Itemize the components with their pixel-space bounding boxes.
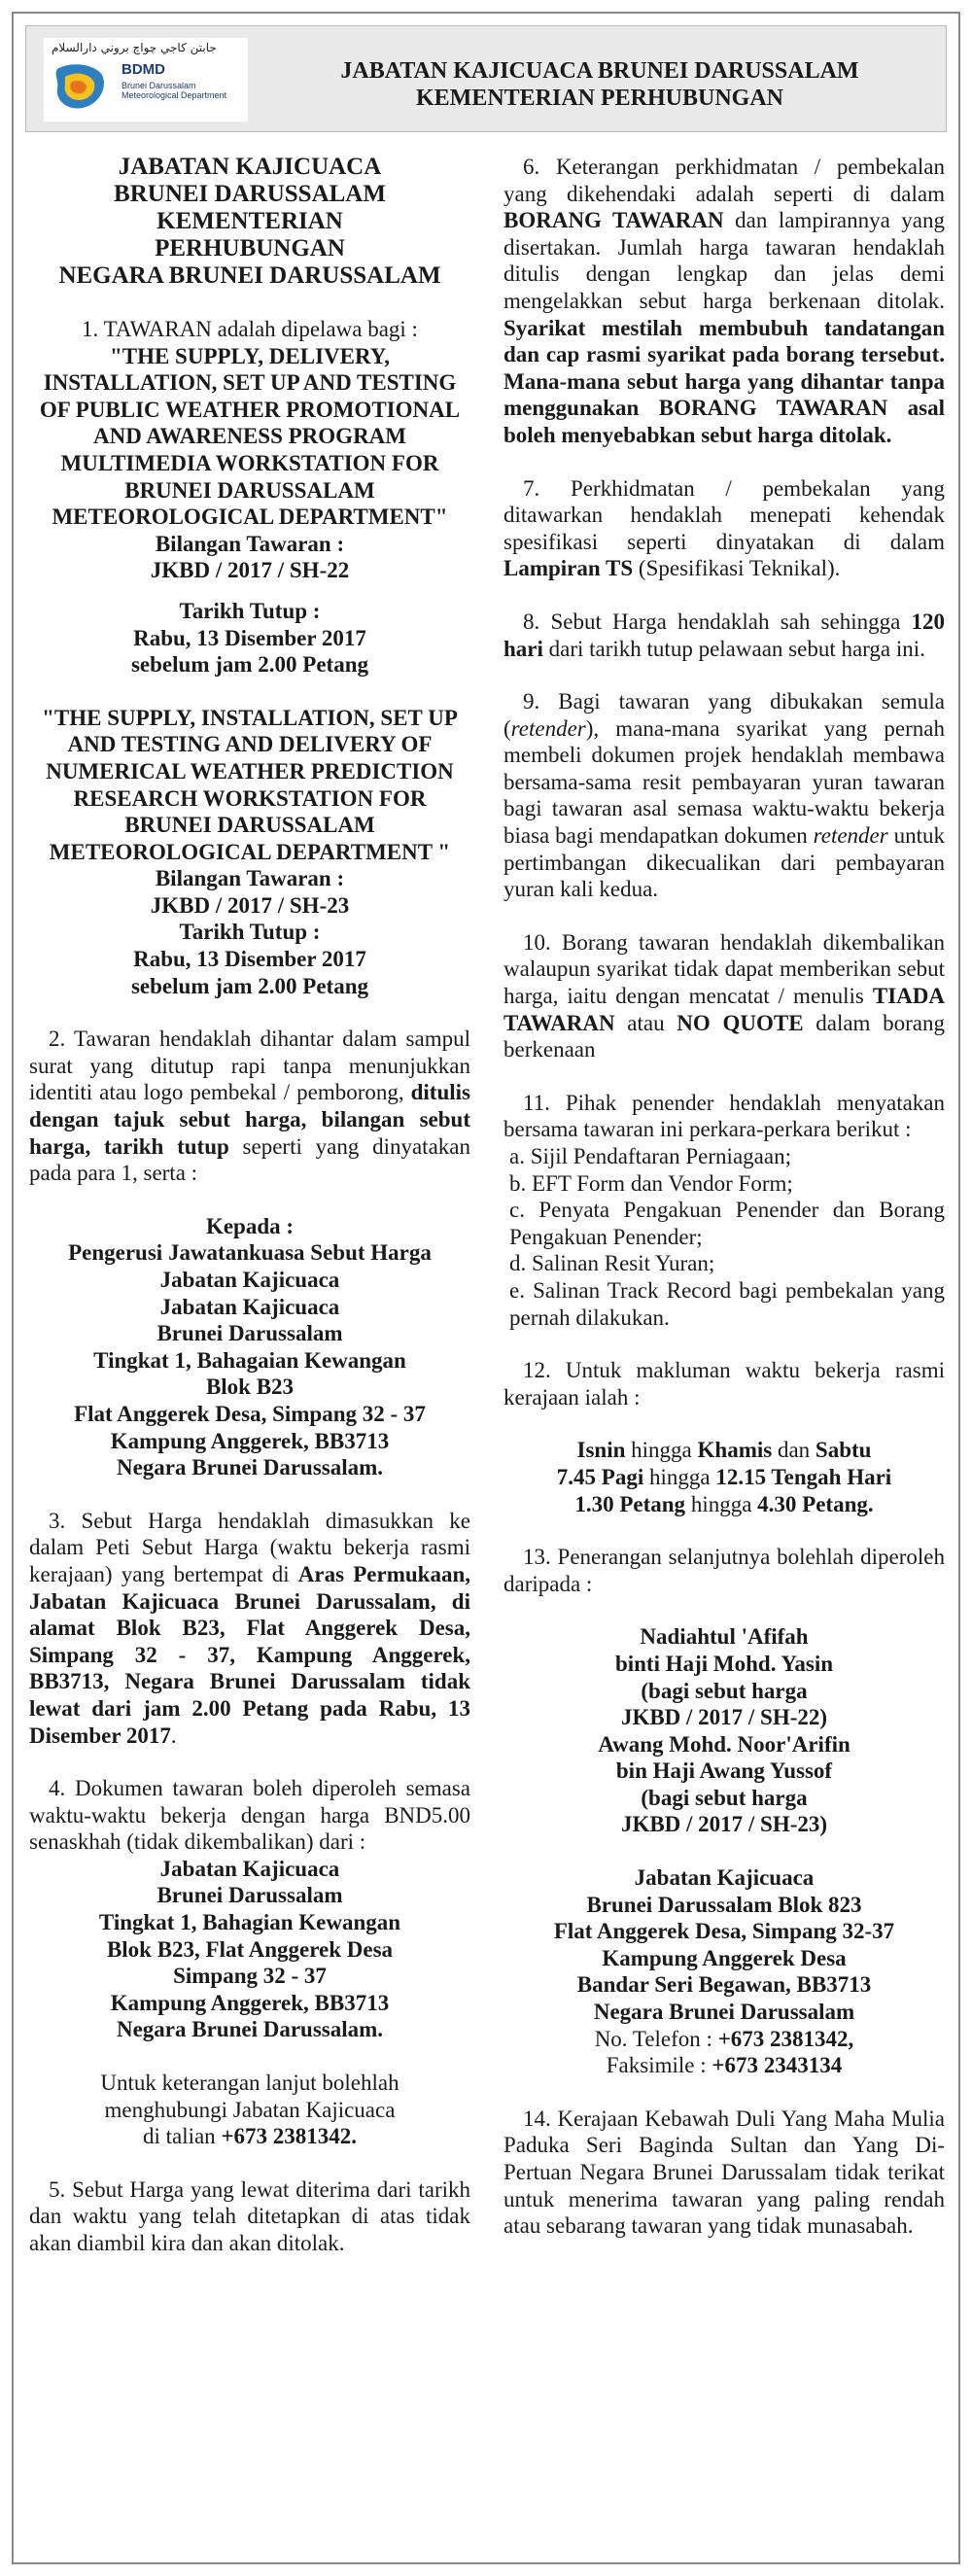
contact-telephone (503, 2026, 945, 2053)
address-line: Tingkat 1, Bahagaian Kewangan (93, 1347, 406, 1373)
para-2 (29, 1026, 470, 1187)
heading-line: JABATAN KAJICUACA (118, 154, 382, 180)
tender-2-close-date: Rabu, 13 Disember 2017 (133, 947, 366, 972)
address-line: Brunei Darussalam (156, 1321, 343, 1346)
para-13: 13. Penerangan selanjutnya bolehlah diperoleh daripada : (503, 1545, 945, 1596)
para-6-bold: BORANG TAWARAN (503, 208, 724, 233)
para-10-text: 10. Borang tawaran hendaklah dikembalikan walaupun syarikat tidak dapat memberikan sebut harga, iaitu dengan mencatat / menulis (503, 929, 945, 1009)
contact-line: Awang Mohd. Noor'Arifin (598, 1731, 850, 1757)
time: 4.30 Petang. (757, 1491, 874, 1516)
para-8-bold: 120 hari (503, 609, 945, 661)
para-3-text: 3. Sebut Harga hendaklah dimasukkan ke dalam Peti Sebut Harga (waktu bekerja rasmi kerajaan) yang bertempat di (29, 1508, 470, 1586)
address-line: Kepada : (205, 1213, 295, 1238)
address-line: Simpang 32 - 37 (173, 1964, 327, 1989)
heading-line: KEMENTERIAN (156, 208, 343, 234)
time: 1.30 Petang (574, 1491, 686, 1516)
para-2-text: 2. Tawaran hendaklah dihantar dalam sampul surat yang ditutup rapi tanpa menunjukkan identiti atau logo pembekal / pemborong, (29, 1027, 470, 1105)
header-title-line-1: JABATAN KAJICUACA BRUNEI DARUSSALAM (340, 58, 859, 84)
left-column (29, 154, 470, 2257)
para-3-text: . (170, 1723, 177, 1748)
para-11-item: c. Penyata Pengakuan Penender dan Borang Pengakuan Penender; (509, 1198, 945, 1249)
para-4-info-line-3 (29, 2123, 470, 2150)
header-title-line-2: KEMENTERIAN PERHUBUNGAN (415, 86, 784, 111)
para-6-bold: Syarikat mestilah membubuh tandatangan dan cap rasmi syarikat pada borang tersebut. Mana-mana sebut harga yang dihantar tanpa menggunakan BORANG TAWARAN asal boleh menyebabkan sebut harga ditolak. (503, 315, 945, 447)
para-12: 12. Untuk makluman waktu bekerja rasmi kerajaan ialah : (503, 1358, 945, 1410)
tender-2-number-label: Bilangan Tawaran : (155, 866, 345, 891)
connector: hingga (625, 1438, 698, 1463)
para-3-bold: Aras Permukaan, Jabatan Kajicuaca Brunei Darussalam, di alamat Blok B23, Flat Anggerek Desa, Simpang 32 - 37, Kampung Anggerek, BB3713, Negara Brunei Darussalam tidak lewat dari jam 2.00 Petang pada Rabu, 13 Disember 2017 (29, 1561, 470, 1748)
para-9 (503, 688, 945, 903)
para-4: 4. Dokumen tawaran boleh diperoleh semasa waktu-waktu bekerja dengan harga BND5.00 senaskhah (tidak dikembalikan) dari : (29, 1776, 470, 1855)
contact-line: binti Haji Mohd. Yasin (614, 1651, 834, 1676)
para-11-item: a. Sijil Pendaftaran Perniagaan; (509, 1144, 791, 1168)
contact-line: JKBD / 2017 / SH-22) (620, 1705, 828, 1730)
address-line: Kampung Anggerek Desa (602, 1945, 847, 1970)
para-9-italic: retender (813, 823, 888, 849)
address-line: Blok B23, Flat Anggerek Desa (106, 1936, 394, 1962)
phone-number: +673 2381342. (221, 2124, 358, 2149)
para-1-intro: 1. TAWARAN adalah dipelawa bagi : (82, 317, 418, 341)
tender-2-close-time: sebelum jam 2.00 Petang (130, 973, 369, 998)
para-11-item: e. Salinan Track Record bagi pembekalan yang pernah dilakukan. (509, 1277, 945, 1330)
tender-2-title: "THE SUPPLY, INSTALLATION, SET UP AND TESTING AND DELIVERY OF NUMERICAL WEATHER PREDICTION RESEARCH WORKSTATION FOR BRUNEI DARUSSALAM METEOROLOGICAL DEPARTMENT " (42, 705, 458, 864)
address-line: Tingkat 1, Bahagian Kewangan (98, 1910, 401, 1935)
day: Isnin (576, 1438, 626, 1463)
para-7-text: (Spesifikasi Teknikal). (633, 556, 841, 581)
logo-department-name: Brunei Darussalam Meteorological Department (122, 81, 227, 100)
tender-2-close-label: Tarikh Tutup : (179, 920, 321, 945)
para-9-text: 9. Bagi tawaran yang dibukakan semula ( (503, 689, 945, 741)
header-title (260, 57, 940, 112)
para-6-text: dan lampirannya yang disertakan. Jumlah harga tawaran hendaklah ditulis dengan lengkap dan jelas demi mengelakkan sebut harga berkenaan ditolak. (503, 208, 945, 313)
contact-persons (503, 1623, 945, 1838)
address-line: Flat Anggerek Desa, Simpang 32-37 (553, 1919, 895, 1944)
para-2-bold: ditulis dengan tajuk sebut harga, bilangan sebut harga, tarikh tutup (29, 1080, 470, 1159)
para-7-bold: Lampiran TS (503, 556, 634, 581)
address-line: Negara Brunei Darussalam. (116, 2017, 384, 2042)
address-line: Jabatan Kajicuaca (159, 1856, 340, 1881)
day: Khamis (697, 1438, 773, 1463)
contact-fax (503, 2052, 945, 2079)
para-4-address (29, 1856, 470, 2043)
connector: hingga (643, 1464, 716, 1489)
tel-number: +673 2381342, (717, 2026, 854, 2051)
address-line: Negara Brunei Darussalam (593, 2000, 855, 2025)
heading-line: NEGARA BRUNEI DARUSSALAM (58, 262, 441, 289)
info-text: di talian (142, 2124, 222, 2149)
para-6 (503, 154, 945, 449)
para-3 (29, 1508, 470, 1749)
day: Sabtu (815, 1438, 872, 1463)
logo-abbreviation: BDMD (122, 61, 165, 78)
address-line: Negara Brunei Darussalam. (116, 1455, 384, 1480)
tender-1-close-label: Tarikh Tutup : (179, 598, 321, 623)
bdmd-logo-icon (52, 59, 108, 112)
notice-heading (29, 154, 470, 290)
para-7-text: 7. Perkhidmatan / pembekalan yang ditawarkan hendaklah menepati kehendak spesifikasi seperti dinyatakan di dalam (503, 475, 945, 554)
para-10 (503, 929, 945, 1063)
contact-line: (bagi sebut harga (641, 1785, 808, 1810)
address-line: Kampung Anggerek, BB3713 (110, 1990, 390, 2015)
tender-1-title: "THE SUPPLY, DELIVERY, INSTALLATION, SET UP AND TESTING OF PUBLIC WEATHER PROMOTIONAL AND AWARENESS PROGRAM MULTIMEDIA WORKSTATION FOR BRUNEI DARUSSALAM METEOROLOGICAL DEPARTMENT" (39, 343, 461, 530)
para-8 (503, 609, 945, 662)
para-10-bold: NO QUOTE (677, 1010, 804, 1035)
time: 7.45 Pagi (556, 1464, 644, 1489)
para-10-text: atau (614, 1010, 677, 1035)
address-line: Brunei Darussalam (156, 1883, 343, 1908)
heading-line: PERHUBUNGAN (155, 235, 345, 261)
fax-number: +673 2343134 (712, 2053, 843, 2078)
para-4-info-line-1: Untuk keterangan lanjut bolehlah (100, 2071, 399, 2096)
para-4-info-line-2: menghubungi Jabatan Kajicuaca (104, 2097, 396, 2122)
tender-2-number: JKBD / 2017 / SH-23 (150, 892, 350, 918)
kepada-address (29, 1213, 470, 1481)
tender-1-number-label: Bilangan Tawaran : (155, 531, 345, 556)
time: 12.15 Tengah Hari (715, 1464, 892, 1489)
tender-1-number: JKBD / 2017 / SH-22 (150, 558, 350, 583)
contact-address (503, 1864, 945, 2026)
bdmd-logo (44, 38, 248, 122)
header-banner (25, 25, 947, 132)
para-8-text: 8. Sebut Harga hendaklah sah sehingga (523, 609, 912, 634)
address-line: Pengerusi Jawatankuasa Sebut Harga (68, 1240, 432, 1266)
para-9-italic: retender (510, 715, 586, 741)
address-line: Jabatan Kajicuaca (159, 1294, 340, 1319)
para-8-text: dari tarikh tutup pelawaan sebut harga ini. (542, 636, 925, 661)
tender-1-close-time: sebelum jam 2.00 Petang (130, 652, 369, 678)
address-line: Kampung Anggerek, BB3713 (110, 1428, 390, 1453)
para-14: 14. Kerajaan Kebawah Duli Yang Maha Mulia Paduka Seri Baginda Sultan dan Yang Di-Pertuan Negara Brunei Darussalam tidak terikat untuk menerima tawaran yang paling rendah atau sebarang tawaran yang tidak munasabah. (503, 2106, 945, 2239)
para-10-text: dalam borang berkenaan (503, 1010, 945, 1062)
para-7 (503, 475, 945, 582)
heading-line: BRUNEI DARUSSALAM (114, 181, 386, 207)
office-hours-line-1 (503, 1437, 945, 1464)
tel-label: No. Telefon : (594, 2026, 718, 2051)
right-column (503, 154, 945, 2240)
para-6-text: 6. Keterangan perkhidmatan / pembekalan yang dikehendaki adalah seperti di dalam (503, 155, 945, 206)
tender-1-close-date: Rabu, 13 Disember 2017 (133, 625, 366, 650)
para-2-text: seperti yang dinyatakan pada para 1, serta : (29, 1133, 470, 1186)
address-line: Flat Anggerek Desa, Simpang 32 - 37 (74, 1401, 426, 1426)
connector: dan (772, 1438, 816, 1463)
address-line: Brunei Darussalam Blok 823 (586, 1892, 862, 1917)
para-10-bold: TIADA TAWARAN (503, 984, 945, 1035)
address-line: Jabatan Kajicuaca (159, 1268, 340, 1292)
connector: hingga (685, 1491, 758, 1516)
contact-line: (bagi sebut harga (641, 1678, 808, 1703)
para-9-text: ), mana-mana syarikat yang pernah membeli dokumen projek hendaklah membawa bersama-sama resit pembayaran yuran tawaran bagi tawaran asal semasa waktu-waktu bekerja biasa bagi mendapatkan dokumen (503, 715, 945, 849)
contact-line: bin Haji Awang Yussof (615, 1758, 833, 1784)
para-11-item: b. EFT Form dan Vendor Form; (509, 1170, 793, 1196)
office-hours-line-3 (503, 1491, 945, 1518)
contact-line: JKBD / 2017 / SH-23) (620, 1812, 828, 1837)
contact-line: Nadiahtul 'Afifah (640, 1624, 809, 1650)
logo-arabic-text: جابتن کاجي چواچ بروني دارالسلام (52, 41, 217, 54)
address-line: Jabatan Kajicuaca (634, 1865, 815, 1891)
para-11: 11. Pihak penender hendaklah menyatakan bersama tawaran ini perkara-perkara berikut : (503, 1090, 945, 1142)
para-9-text: untuk pertimbangan dikecualikan dari pembayaran yuran kali kedua. (503, 823, 945, 902)
office-hours-line-2 (503, 1464, 945, 1491)
para-11-item: d. Salinan Resit Yuran; (509, 1251, 715, 1276)
address-line: Blok B23 (205, 1375, 295, 1400)
para-5: 5. Sebut Harga yang lewat diterima dari tarikh dan waktu yang telah ditetapkan di atas tidak akan diambil kira dan akan ditolak. (29, 2176, 470, 2255)
fax-label: Faksimile : (606, 2053, 712, 2078)
address-line: Bandar Seri Begawan, BB3713 (576, 1972, 872, 1998)
